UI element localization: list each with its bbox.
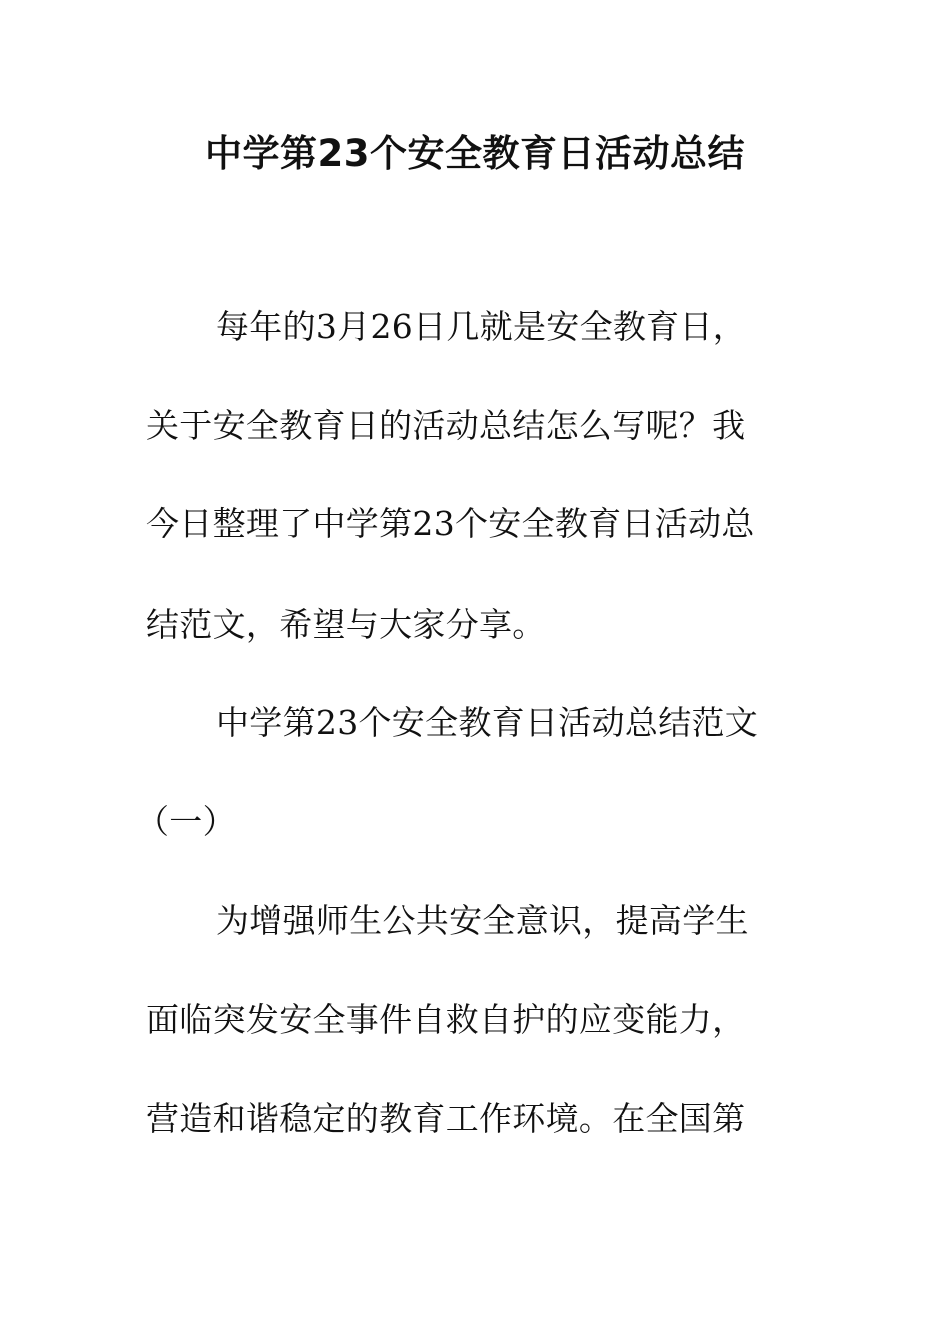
- document-title: 中学第23个安全教育日活动总结: [205, 132, 745, 175]
- body-line: 每年的3月26日几就是安全教育日，: [216, 307, 747, 346]
- section-heading: 中学第23个安全教育日活动总结范文: [216, 703, 759, 742]
- body-line: 为增强师生公共安全意识，提高学生: [216, 901, 749, 940]
- body-line: 关于安全教育日的活动总结怎么写呢？我: [146, 406, 746, 445]
- body-line: 面临突发安全事件自救自护的应变能力，: [146, 1000, 746, 1039]
- section-heading-number: （一）: [136, 802, 236, 841]
- body-line: 结范文，希望与大家分享。: [146, 605, 546, 644]
- body-line: 今日整理了中学第23个安全教育日活动总: [146, 504, 755, 543]
- body-line: 营造和谐稳定的教育工作环境。在全国第: [146, 1099, 746, 1138]
